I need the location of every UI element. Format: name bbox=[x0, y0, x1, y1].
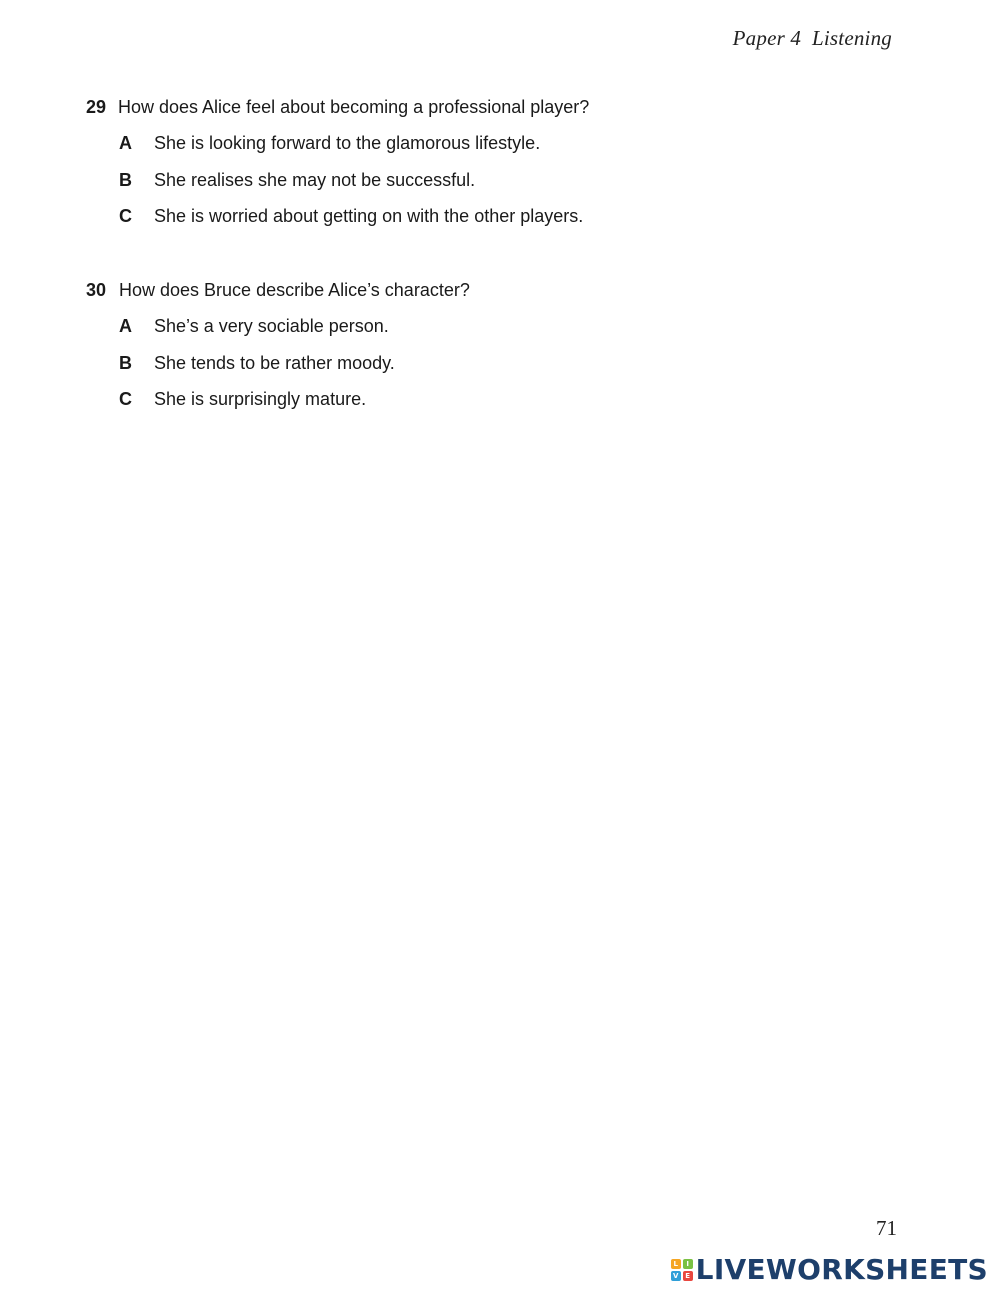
brand-wordmark: LIVEWORKSHEETS bbox=[695, 1253, 988, 1286]
liveworksheets-logo[interactable] bbox=[671, 1254, 988, 1286]
logo-square: I bbox=[683, 1259, 693, 1269]
page-number: 71 bbox=[876, 1216, 897, 1240]
option-text: She tends to be rather moody. bbox=[154, 352, 395, 373]
option-letter: C bbox=[119, 389, 132, 409]
option-text: She is worried about getting on with the other players. bbox=[154, 206, 584, 226]
option-a[interactable] bbox=[119, 132, 589, 169]
option-a[interactable] bbox=[119, 315, 470, 352]
logo-square: V bbox=[671, 1271, 681, 1281]
option-letter: B bbox=[119, 352, 132, 373]
answer-options bbox=[119, 132, 589, 242]
option-letter: B bbox=[119, 169, 132, 190]
option-c[interactable] bbox=[119, 388, 470, 425]
question-number: 30 bbox=[86, 280, 107, 300]
option-b[interactable] bbox=[119, 169, 589, 206]
question-number: 29 bbox=[86, 97, 107, 117]
option-text: She’s a very sociable person. bbox=[154, 316, 389, 336]
logo-square: E bbox=[683, 1271, 693, 1281]
running-header: Paper 4 Listening bbox=[732, 26, 892, 50]
answer-options bbox=[119, 315, 470, 425]
option-c[interactable] bbox=[119, 205, 589, 242]
question-stem bbox=[86, 96, 589, 118]
option-letter: A bbox=[119, 316, 132, 336]
option-text: She is surprisingly mature. bbox=[154, 389, 367, 409]
option-letter: A bbox=[119, 133, 132, 153]
question-stem bbox=[86, 279, 470, 301]
option-text: She is looking forward to the glamorous lifestyle. bbox=[154, 133, 541, 153]
option-b[interactable] bbox=[119, 352, 470, 389]
question-29 bbox=[86, 96, 589, 242]
question-text: How does Bruce describe Alice’s character? bbox=[119, 280, 470, 300]
option-text: She realises she may not be successful. bbox=[154, 169, 476, 190]
brand-squares-icon bbox=[671, 1259, 693, 1281]
question-30 bbox=[86, 279, 470, 425]
option-letter: C bbox=[119, 206, 132, 226]
logo-square: L bbox=[671, 1259, 681, 1269]
question-text: How does Alice feel about becoming a professional player? bbox=[118, 97, 590, 117]
